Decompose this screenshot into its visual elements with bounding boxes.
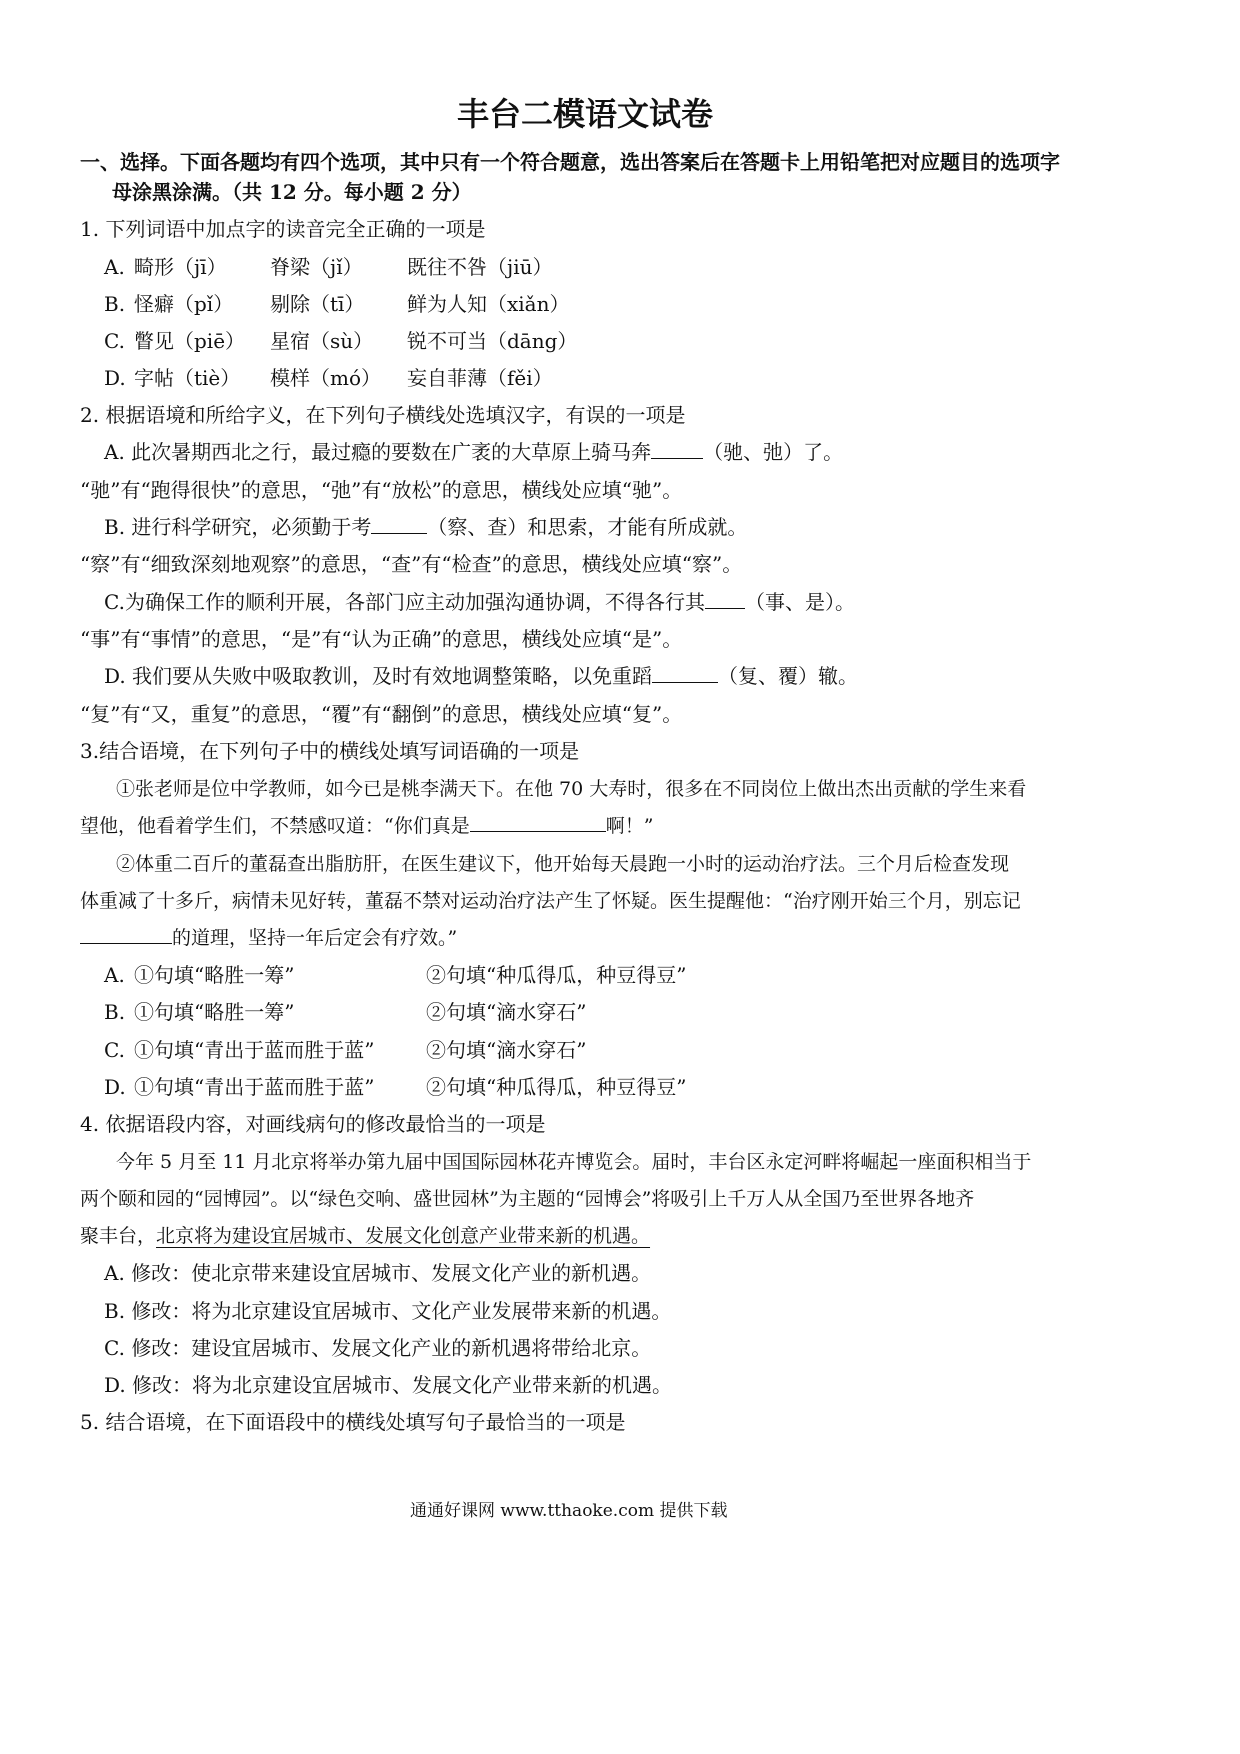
q4-option-a-text: 修改：使北京带来建设宜居城市、发展文化产业的新机遇。 [131,1261,652,1285]
q4-passage-line3 [80,1222,650,1250]
q4-passage-line3-text: 聚丰台， [80,1225,157,1247]
q2-option-c-text: C.为确保工作的顺利开展，各部门应主动加强沟通协调，不得各行其 [104,590,705,614]
q2-option-a-choices: （驰、弛）了。 [703,440,844,464]
q1-option-b-letter: B. [104,292,126,316]
q3-passage1-line1: ①张老师是位中学教师，如今已是桃李满天下。在他 70 大寿时，很多在不同岗位上做出杰出贡献的学生来看 [116,778,1027,800]
q3-passage2-blank [80,925,172,944]
q4-option-d-text: 修改：将为北京建设宜居城市、发展文化产业带来新的机遇。 [132,1373,673,1397]
q4-option-d [104,1371,672,1399]
q2-option-a-text: A. 此次暑期西北之行，最过瘾的要数在广袤的大草原上骑马奔 [104,440,652,464]
q1-option-c-word3: 锐不可当（dāng） [407,329,578,353]
q1-option-c-word1: 瞥见（piē） [134,329,246,353]
q1-option-c-word2: 星宿（sù） [270,329,374,353]
page-title: 丰台二模语文试卷 [457,95,714,133]
section-instruction-line2: 母涂黑涂满。（共 12 分。每小题 2 分） [112,180,472,204]
q3-passage2-line1: ②体重二百斤的董磊查出脂肪肝，在医生建议下，他开始每天晨跑一小时的运动治疗法。三个月后检查发现 [116,853,1010,875]
q3-option-c-letter: C. [104,1038,125,1062]
q1-option-d-word1: 字帖（tiè） [134,366,241,390]
q1-option-d-letter: D. [104,366,126,390]
q3-option-c-part2: ②句填“滴水穿石” [426,1038,587,1062]
q3-passage2-line2: 体重减了十多斤，病情未见好转，董磊不禁对运动治疗法产生了怀疑。医生提醒他：“治疗刚开始三个月，别忘记 [80,890,1021,912]
q5-stem: 5. 结合语境，在下面语段中的横线处填写句子最恰当的一项是 [80,1410,626,1434]
q3-passage1-line2-text: 望他，他看着学生们，不禁感叹道：“你们真是 [80,815,470,837]
q2-stem: 2. 根据语境和所给字义，在下列句子横线处选填汉字，有误的一项是 [80,403,686,427]
q2-option-b [104,513,747,541]
q4-option-b-text: 修改：将为北京建设宜居城市、文化产业发展带来新的机遇。 [131,1299,672,1323]
q4-stem: 4. 依据语段内容，对画线病句的修改最恰当的一项是 [80,1112,546,1136]
q2-option-d-note: “复”有“又，重复”的意思，“覆”有“翻倒”的意思，横线处应填“复”。 [80,702,683,726]
q3-option-a-part2: ②句填“种瓜得瓜，种豆得豆” [426,963,687,987]
q1-option-c-letter: C. [104,329,125,353]
q4-option-b-letter: B. [104,1299,126,1323]
q3-option-d-part1: ①句填“青出于蓝而胜于蓝” [134,1075,375,1099]
q2-option-d-text: D. 我们要从失败中吸取教训，及时有效地调整策略，以免重蹈 [104,664,653,688]
q1-option-d-word3: 妄自菲薄（fěi） [407,366,553,390]
q1-option-a-letter: A. [104,255,125,279]
q4-option-a [104,1259,651,1287]
q3-passage1-line2 [80,812,653,840]
q3-option-b-letter: B. [104,1000,126,1024]
q3-option-b-part2: ②句填“滴水穿石” [426,1000,587,1024]
q1-option-b-word1: 怪癖（pǐ） [134,292,234,316]
q3-passage1-line2-end: 啊！” [605,815,654,837]
q2-option-d [104,662,858,690]
q3-option-b-part1: ①句填“略胜一筹” [134,1000,295,1024]
q2-option-c-choices: （事、是）。 [744,590,855,614]
q2-option-b-blank [371,515,427,534]
q1-option-a-word1: 畸形（jī） [134,255,227,279]
q2-option-a-blank [651,440,703,459]
q3-option-a-letter: A. [104,963,125,987]
q1-option-d-word2: 模样（mó） [270,366,382,390]
q2-option-a-note: “驰”有“跑得很快”的意思，“弛”有“放松”的意思，横线处应填“驰”。 [80,478,683,502]
q2-option-d-choices: （复、覆）辙。 [718,664,859,688]
q3-passage2-line3-text: 的道理，坚持一年后定会有疗效。” [172,927,458,949]
q4-option-c-letter: C. [104,1336,125,1360]
q4-option-a-letter: A. [104,1261,125,1285]
q2-option-c [104,588,855,616]
q4-option-c [104,1334,651,1362]
q4-passage-line1: 今年 5 月至 11 月北京将举办第九届中国国际园林花卉博览会。届时，丰台区永定河畔将崛起一座面积相当于 [116,1151,1032,1173]
q4-option-d-letter: D. [104,1373,126,1397]
q2-option-b-text: B. 进行科学研究，必须勤于考 [104,515,372,539]
q1-option-a-word3: 既往不咎（jiū） [407,255,553,279]
q2-option-c-note: “事”有“事情”的意思，“是”有“认为正确”的意思，横线处应填“是”。 [80,627,683,651]
q2-option-c-blank [705,590,745,609]
q1-option-b-word3: 鲜为人知（xiǎn） [407,292,570,316]
q3-option-d-letter: D. [104,1075,126,1099]
section-instruction-line1: 一、选择。下面各题均有四个选项，其中只有一个符合题意，选出答案后在答题卡上用铅笔把对应题目的选项字 [80,150,1060,174]
q2-option-b-note: “察”有“细致深刻地观察”的意思，“查”有“检查”的意思，横线处应填“察”。 [80,552,743,576]
q4-option-c-text: 修改：建设宜居城市、发展文化产业的新机遇将带给北京。 [131,1336,652,1360]
q3-option-d-part2: ②句填“种瓜得瓜，种豆得豆” [426,1075,687,1099]
q2-option-b-choices: （察、查）和思索，才能有所成就。 [427,515,748,539]
q3-stem: 3.结合语境，在下列句子中的横线处填写词语确的一项是 [80,739,580,763]
q3-option-a-part1: ①句填“略胜一筹” [134,963,295,987]
q4-option-b [104,1297,671,1325]
q4-underlined-sentence: 北京将为建设宜居城市、发展文化创意产业带来新的机遇。 [156,1225,651,1247]
q2-option-d-blank [652,664,718,683]
q1-option-b-word2: 剔除（tī） [270,292,365,316]
q4-passage-line2: 两个颐和园的“园博园”。以“绿色交响、盛世园林”为主题的“园博会”将吸引上千万人从全国乃至世界各地齐 [80,1188,975,1210]
q3-passage1-blank [470,813,606,832]
q3-passage2-line3 [80,924,457,952]
q2-option-a [104,438,843,466]
q3-option-c-part1: ①句填“青出于蓝而胜于蓝” [134,1038,375,1062]
page-footer: 通通好课网 www.tthaoke.com 提供下载 [410,1501,728,1521]
q1-option-a-word2: 脊梁（jǐ） [270,255,363,279]
q1-stem: 1. 下列词语中加点字的读音完全正确的一项是 [80,217,486,241]
